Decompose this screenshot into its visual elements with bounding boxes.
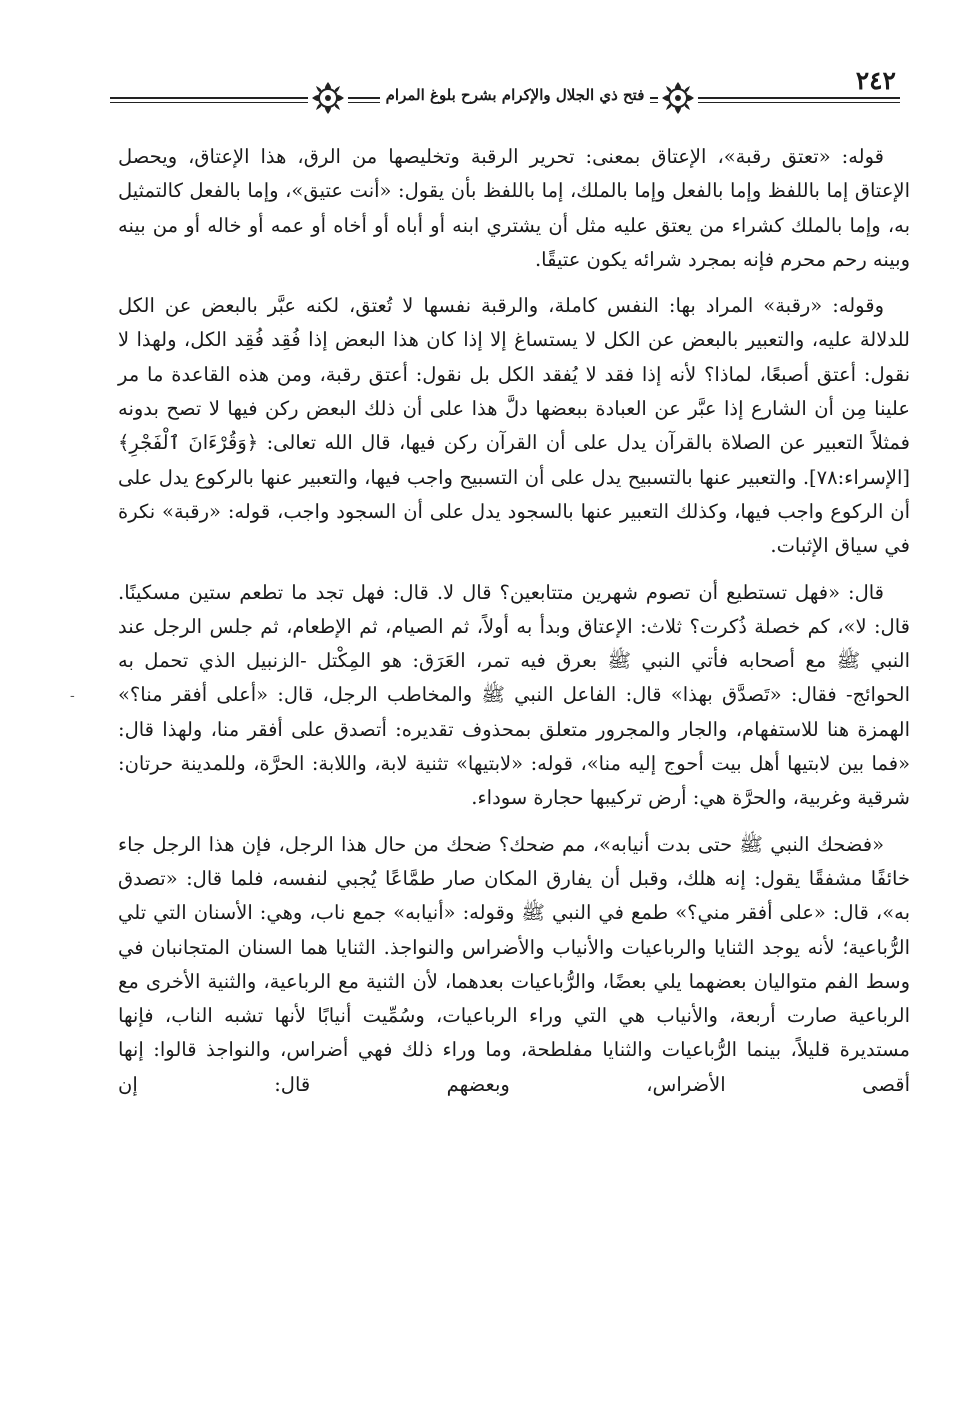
paragraph: قوله: «تعتق رقبة»، الإعتاق بمعنى: تحرير الرقبة وتخليصها من الرق، هذا الإعتاق، ويحصل الإعتاق إما باللفظ وإما بالفعل وإما بالملك، إما باللفظ بأن يقول: «أنت عتيق»، وإما بالفعل كالتمثيل به، وإما بالملك كشراء من يعتق عليه مثل أن يشتري ابنه أو أباه أو أخاه أو عمه أو خاله أو من بينه وبينه رحم محرم فإنه بمجرد شرائه يكون عتيقًا. bbox=[118, 145, 910, 271]
paragraph: «فضحك النبي ﷺ حتى بدت أنيابه»، مم ضحك؟ ضحك من حال هذا الرجل، فإن هذا الرجل جاء خائفًا مشفقًا يقول: إنه هلك، وقبل أن يفارق المكان صار طمَّاعًا يُجبي لنفسه، فلما قال: «تصدق به»، قال: «على أفقر مني؟» طمع في النبي ﷺ وقوله: «أنيابه» جمع ناب، وهي: الأسنان التي تلي الرُّباعية؛ لأنه يوجد الثنايا والرباعيات والأنياب والأضراس والنواجذ. الثنايا هما السنان المتجانبان في وسط الفم متواليان بعضهما يلي بعضًا، والرُّباعيات بعدهما، لأن الثنية مع الرباعية، والثنية الأخرى مع الرباعية صارت أربعة، والأنياب هي التي وراء الرباعيات، وسُمِّيت أنيابًا لأنها تشبه الناب، فإنها مستديرة قليلاً، بينما الرُّباعيات والثنايا مفلطحة، وما وراء ذلك فهي أضراس، والنواجذ قالوا: إنها أقصى الأضراس، وبعضهم قال: إن bbox=[118, 832, 910, 1096]
ornament-icon bbox=[658, 78, 698, 118]
running-title: فتح ذي الجلال والإكرام بشرح بلوغ المرام bbox=[380, 86, 650, 104]
page-body bbox=[118, 140, 910, 1114]
paragraph: قال: «فهل تستطيع أن تصوم شهرين متتابعين؟ قال لا. قال: فهل تجد ما تطعم ستين مسكينًا. قال: لا»، كم خصلة ذُكرت؟ ثلاث: الإعتاق وبدأ به أولاً، ثم الصيام، ثم الإطعام، ثم جلس الرجل عند النبي ﷺ مع أصحابه فأتي النبي ﷺ بعرق فيه تمر، العَرَق: هو المِكْتل -الزنبيل الذي تحمل به الحوائج- فقال: «تَصدَّق بهذا» قال: الفاعل النبي ﷺ والمخاطب الرجل، قال: «أعلى أفقر منا؟» الهمزة هنا للاستفهام، والجار والمجرور متعلق بمحذوف تقديره: أتصدق على أفقر منا، ولهذا قال: «فما بين لابتيها أهل بيت أحوج إليه منا»، قوله: «لابتيها» تثنية لابة، واللابة: الحرَّة، وللمدينة حرتان: شرقية وغربية، والحرَّة هي: أرض تركيبها حجارة سوداء. bbox=[118, 580, 910, 810]
ornament-icon bbox=[308, 78, 348, 118]
page-header bbox=[110, 60, 900, 122]
margin-mark: - bbox=[70, 688, 75, 704]
paragraph: وقوله: «رقبة» المراد بها: النفس كاملة، والرقبة نفسها لا تُعتق، لكنه عبَّر بالبعض عن الكل للدلالة عليه، والتعبير بالبعض عن الكل لا يستساغ إلا إذا كان هذا البعض إذا فُقِد فُقِد الكل، ولهذا لا نقول: أعتق أصبعًا، لماذا؟ لأنه إذا فقد لا يُفقد الكل بل نقول: أعتق رقبة، ومن هذه القاعدة ما مر علينا مِن أن الشارع إذا عبَّر عن العبادة ببعضها دلَّ هذا على أن ذلك البعض ركن فيها لا تصح بدونه فمثلاً التعبير عن الصلاة بالقرآن يدل على أن القرآن ركن فيها، قال الله تعالى: ﴿وَقُرْءَانَ ٱلْفَجْرِ﴾ [الإسراء:٧٨]. والتعبير عنها بالتسبيح يدل على أن التسبيح واجب فيها، والتعبير عنها بالركوع يدل على أن الركوع واجب فيها، وكذلك التعبير عنها بالسجود يدل على أن السجود واجب، قوله: «رقبة» نكرة في سياق الإثبات. bbox=[118, 294, 910, 558]
page-number: ٢٤٢ bbox=[852, 66, 900, 95]
